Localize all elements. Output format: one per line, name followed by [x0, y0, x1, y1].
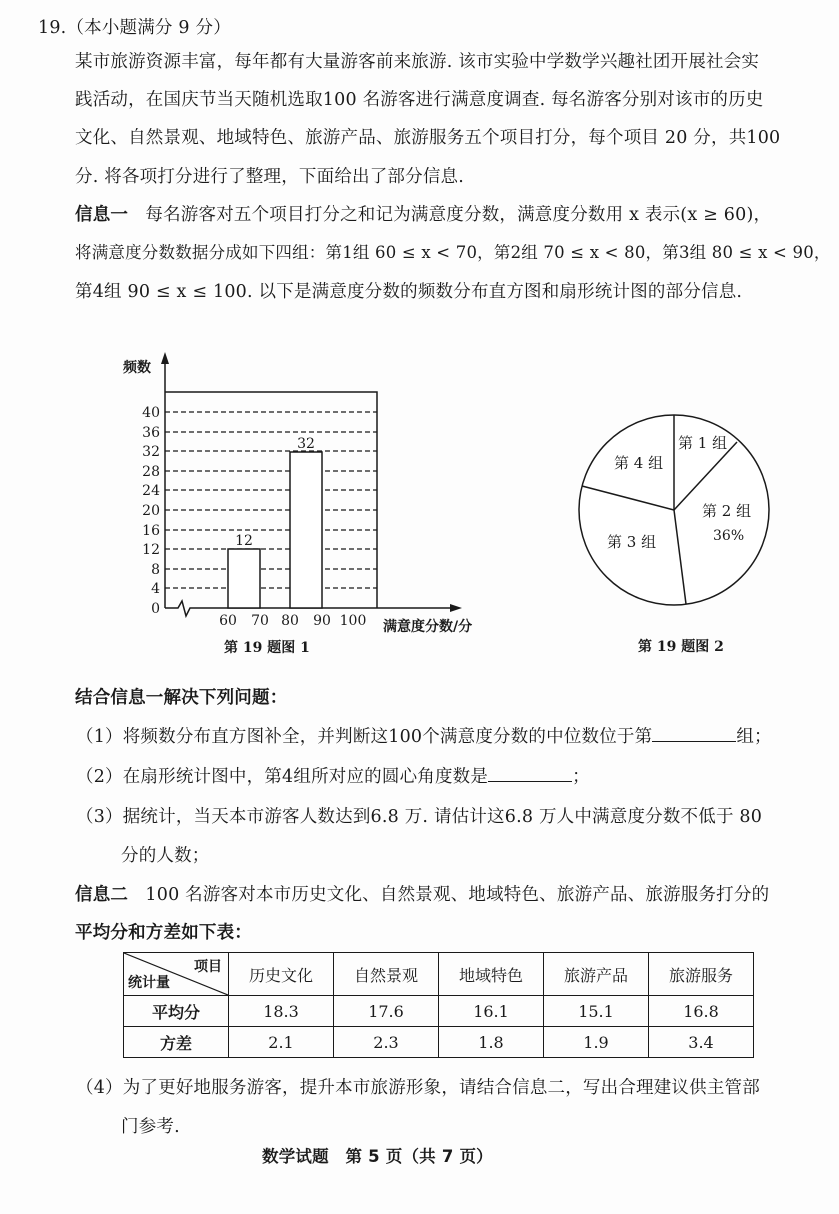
svg-text:0: 0 [151, 601, 160, 617]
svg-text:36: 36 [142, 425, 160, 441]
slice-percent-2: 36% [713, 528, 745, 544]
column-header: 历史文化 [229, 953, 334, 996]
histogram-chart [100, 340, 500, 660]
gridlines [165, 412, 377, 588]
x-axis-arrow-icon [450, 604, 462, 612]
svg-text:28: 28 [142, 464, 160, 480]
table-cell: 2.3 [334, 1027, 439, 1058]
svg-text:4: 4 [151, 581, 160, 597]
info2-line-1: 信息二 100 名游客对本市历史文化、自然景观、地域特色、旅游产品、旅游服务打分的 [75, 885, 770, 905]
answer-blank-1[interactable] [652, 725, 736, 742]
answer-blank-2[interactable] [488, 765, 572, 782]
column-header: 旅游产品 [544, 953, 649, 996]
table-cell: 17.6 [334, 996, 439, 1027]
svg-text:12: 12 [142, 542, 160, 558]
info1-line-2: 将满意度分数数据分成如下四组：第1组 60 ≤ x < 70，第2组 70 ≤ x < 80，第3组 80 ≤ x < 90， [75, 243, 831, 262]
slice-label-1: 第 1 组 [678, 434, 728, 452]
intro-line-3: 文化、自然景观、地域特色、旅游产品、旅游服务五个项目打分，每个项目 20 分，共100 [75, 128, 781, 148]
sub-question-4: （4）为了更好地服务游客，提升本市旅游形象，请结合信息二，写出合理建议供主管部 [76, 1078, 760, 1098]
stats-table [123, 952, 754, 1058]
svg-text:8: 8 [151, 562, 160, 578]
svg-text:100: 100 [339, 613, 367, 629]
svg-text:20: 20 [142, 503, 160, 519]
svg-text:24: 24 [142, 483, 160, 499]
page-footer: 数学试题 第 5 页（共 7 页） [262, 1147, 493, 1166]
svg-text:60: 60 [219, 613, 237, 629]
bar-group-3 [290, 452, 322, 608]
svg-text:16: 16 [142, 523, 160, 539]
bar-group-1 [228, 549, 260, 608]
x-axis-label: 满意度分数/分 [383, 619, 473, 635]
table-corner-cell: 项目 统计量 [124, 953, 229, 996]
pie-chart [560, 400, 800, 660]
table-cell: 1.9 [544, 1027, 649, 1058]
table-cell: 16.8 [649, 996, 754, 1027]
svg-text:32: 32 [142, 444, 160, 460]
intro-line-4: 分. 将各项打分进行了整理，下面给出了部分信息. [75, 167, 464, 187]
bar-label-1: 12 [235, 533, 253, 549]
slice-label-2: 第 2 组 [702, 502, 752, 520]
row-label: 方差 [124, 1027, 229, 1058]
table-row [124, 996, 754, 1027]
slice-label-4: 第 4 组 [614, 454, 664, 472]
info2-line-2: 平均分和方差如下表： [75, 923, 252, 943]
sub-question-3: （3）据统计，当天本市游客人数达到6.8 万. 请估计这6.8 万人中满意度分数不低于 80 [76, 807, 763, 827]
svg-text:90: 90 [313, 613, 331, 629]
intro-line-2: 践活动，在国庆节当天随机选取100 名游客进行满意度调查. 每名游客分别对该市的历史 [75, 90, 764, 110]
table-header-row [124, 953, 754, 996]
slice-label-3: 第 3 组 [607, 533, 657, 551]
score-note: （本小题满分 9 分） [66, 18, 231, 38]
info2-label: 信息二 [75, 885, 129, 905]
y-tick-labels [142, 405, 160, 617]
table-cell: 2.1 [229, 1027, 334, 1058]
row-label: 平均分 [124, 996, 229, 1027]
sub-question-3-cont: 分的人数； [121, 846, 210, 866]
svg-text:40: 40 [142, 405, 160, 421]
column-header: 自然景观 [334, 953, 439, 996]
sub-question-2: （2）在扇形统计图中，第4组所对应的圆心角度数是 ； [76, 767, 590, 787]
question-number: 19. [38, 18, 67, 38]
table-row [124, 1027, 754, 1058]
svg-text:80: 80 [281, 613, 299, 629]
y-axis-label: 频数 [123, 360, 151, 376]
bar-label-3: 32 [297, 436, 315, 452]
table-cell: 15.1 [544, 996, 649, 1027]
table-cell: 1.8 [439, 1027, 544, 1058]
histogram-caption: 第 19 题图 1 [224, 640, 310, 656]
column-header: 旅游服务 [649, 953, 754, 996]
info1-line-3: 第4组 90 ≤ x ≤ 100. 以下是满意度分数的频数分布直方图和扇形统计图的部分信息. [75, 282, 743, 302]
table-cell: 18.3 [229, 996, 334, 1027]
table-cell: 16.1 [439, 996, 544, 1027]
column-header: 地域特色 [439, 953, 544, 996]
sub-question-1: （1）将频数分布直方图补全，并判断这100个满意度分数的中位数位于第 组； [76, 727, 772, 747]
x-tick-labels [219, 613, 366, 629]
table-cell: 3.4 [649, 1027, 754, 1058]
question-header [38, 14, 231, 39]
sub-question-4-cont: 门参考. [121, 1117, 180, 1137]
intro-line-1: 某市旅游资源丰富，每年都有大量游客前来旅游. 该市实验中学数学兴趣社团开展社会实 [75, 52, 760, 72]
info1-line-1: 信息一 每名游客对五个项目打分之和记为满意度分数，满意度分数用 x 表示(x ≥ 60)， [75, 205, 772, 225]
svg-text:70: 70 [251, 613, 269, 629]
questions-intro: 结合信息一解决下列问题： [75, 688, 288, 708]
y-axis-arrow-icon [161, 352, 169, 364]
pie-caption: 第 19 题图 2 [638, 639, 724, 655]
info1-label: 信息一 [75, 205, 129, 225]
